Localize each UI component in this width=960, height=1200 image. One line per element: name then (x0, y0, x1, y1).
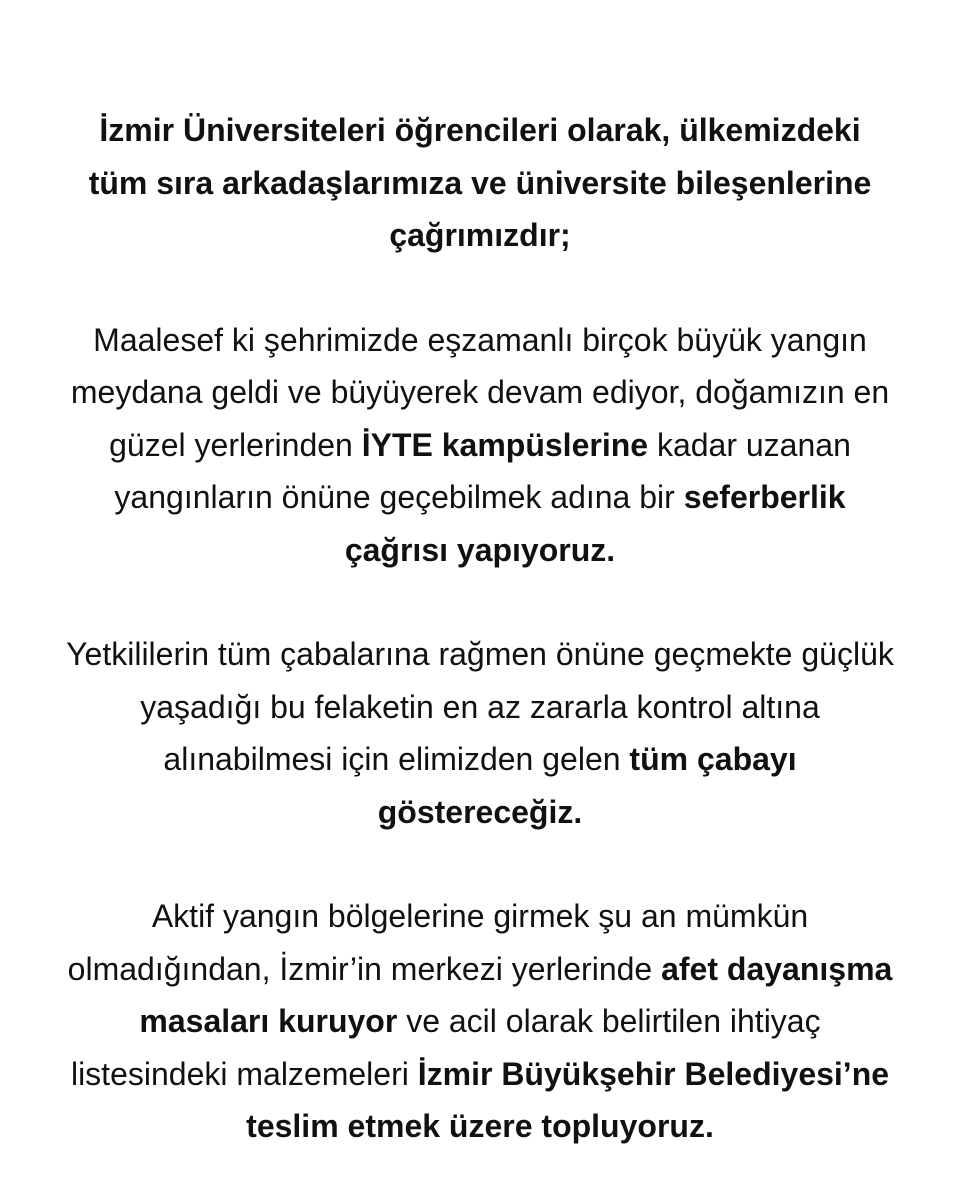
announcement-heading (20, 104, 940, 262)
paragraph-line: meydana geldi ve büyüyerek devam ediyor, doğamızın en (70, 374, 890, 410)
paragraph-line: Aktif yangın bölgelerine girmek şu an mümkün (151, 898, 809, 934)
paragraph-line: Yetkililerin tüm çabalarına rağmen önüne geçmekte güçlük (66, 636, 894, 672)
paragraph-line (20, 419, 940, 472)
paragraph-effort (20, 628, 940, 838)
paragraph-line: Maalesef ki şehrimizde eşzamanlı birçok büyük yangın (93, 321, 867, 358)
paragraph-line (20, 733, 940, 786)
paragraph-line (20, 471, 940, 524)
paragraph-line (20, 1048, 940, 1101)
emphasis-mobilization: seferberlik (683, 479, 846, 515)
paragraph-line (20, 995, 940, 1048)
text-run: olmadığından, İzmir’in merkezi yerlerinde (67, 950, 662, 987)
emphasis-desks: masaları kuruyor (139, 1003, 398, 1039)
announcement-document (20, 104, 940, 1153)
text-run: listesindeki malzemeleri (70, 1055, 418, 1092)
text-run: alınabilmesi için elimizden gelen (163, 741, 630, 777)
heading-line: çağrımızdır; (389, 217, 571, 253)
text-run: güzel yerlerinden (109, 426, 362, 463)
emphasis-campus: İYTE kampüslerine (361, 426, 649, 463)
paragraph-fire-call (20, 314, 940, 577)
text-run: ve acil olarak belirtilen ihtiyaç (397, 1003, 821, 1039)
paragraph-line (20, 943, 940, 996)
paragraph-line: yaşadığı bu felaketin en az zararla kontrol altına (140, 688, 820, 725)
emphasis-mobilization-end: çağrısı yapıyoruz. (344, 531, 616, 568)
text-run: yangınların önüne geçebilmek adına bir (114, 479, 684, 515)
emphasis-effort-end: göstereceğiz. (377, 793, 583, 830)
emphasis-solidarity: afet dayanışma (661, 950, 893, 987)
heading-line: İzmir Üniversiteleri öğrencileri olarak, ülkemizdeki (99, 112, 861, 148)
emphasis-effort: tüm çabayı (629, 741, 797, 777)
text-run: kadar uzanan (648, 426, 851, 463)
emphasis-municipality: İzmir Büyükşehir Belediyesi’ne (417, 1055, 890, 1092)
emphasis-collect-end: teslim etmek üzere topluyoruz. (246, 1108, 714, 1144)
paragraph-solidarity (20, 890, 940, 1153)
heading-line: tüm sıra arkadaşlarımıza ve üniversite bileşenlerine (88, 164, 872, 201)
